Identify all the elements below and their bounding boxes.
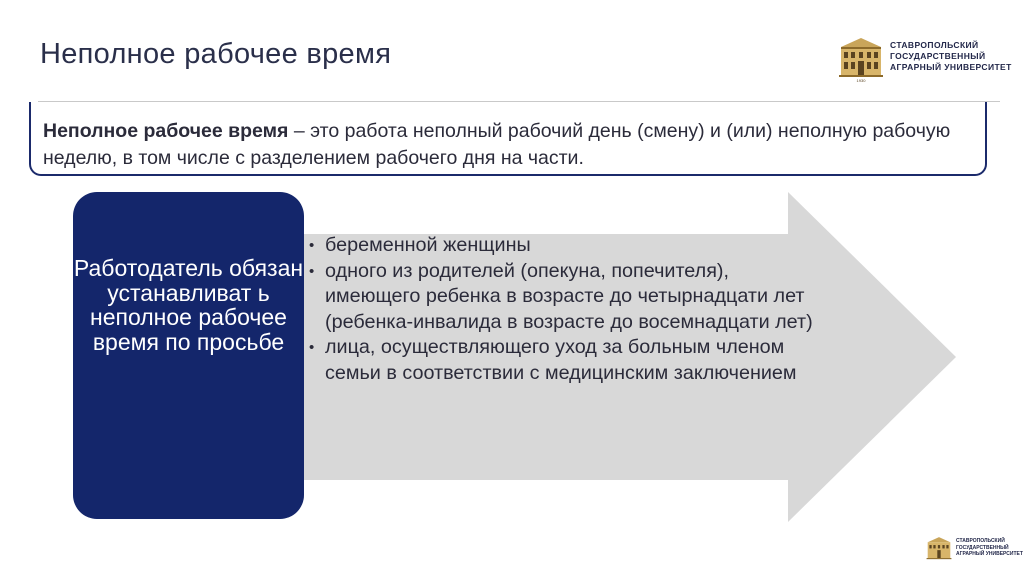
university-building-icon: [838, 35, 884, 83]
employer-text: Работодатель обязан устанавливат ь неполное рабочее время по просьбе: [73, 255, 304, 355]
footer-logo-text: СТАВРОПОЛЬСКИЙ ГОСУДАРСТВЕННЫЙ АГРАРНЫЙ УНИВЕРСИТЕТ: [956, 538, 1023, 557]
definition-text: [43, 118, 983, 172]
bullet-list: [307, 233, 827, 386]
logo-year: 1930: [856, 78, 866, 83]
list-item: [307, 335, 827, 386]
page-title: Неполное рабочее время: [40, 38, 392, 70]
university-logo: [838, 35, 1012, 87]
definition-term: Неполное рабочее время: [43, 120, 289, 142]
list-item: [307, 259, 827, 336]
footer-logo: [926, 535, 1022, 565]
bullet-icon: •: [309, 262, 315, 280]
definition-body: – это работа неполный рабочий день (смену) и (или) неполную рабочую неделю, в том числе с разделением рабочего дня на части.: [43, 120, 951, 169]
logo-text: СТАВРОПОЛЬСКИЙ ГОСУДАРСТВЕННЫЙ АГРАРНЫЙ УНИВЕРСИТЕТ: [890, 40, 1012, 72]
list-item-text: одного из родителей (опекуна, попечителя), имеющего ребенка в возрасте до четырнадцати лет (ребенка-инвалида в возрасте до восемнадцати лет): [325, 259, 813, 333]
university-building-icon: [926, 535, 952, 563]
list-item-text: беременной женщины: [325, 234, 531, 256]
bullet-icon: •: [309, 237, 315, 254]
employer-box: [73, 192, 304, 519]
definition-box: [29, 102, 987, 176]
bullet-icon: •: [309, 339, 315, 356]
list-item-text: лица, осуществляющего уход за больным членом семьи в соответствии с медицинским заключением: [325, 336, 797, 384]
list-item: [307, 233, 827, 259]
